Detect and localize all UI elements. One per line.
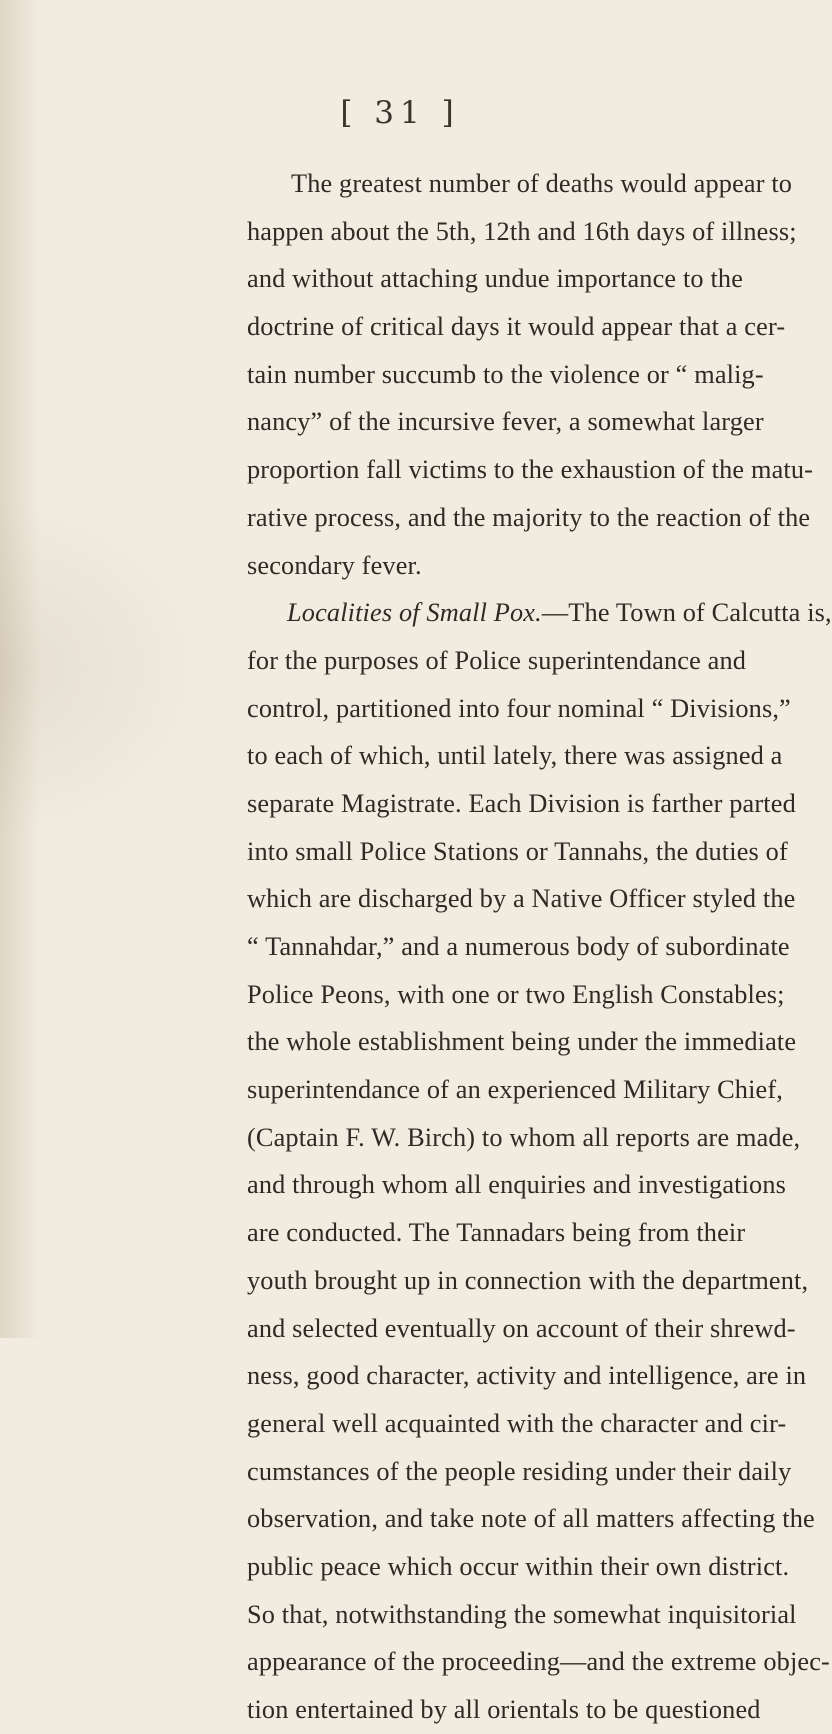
text-line: doctrine of critical days it would appear that a cer- xyxy=(247,312,786,342)
text-line: youth brought up in connection with the department, xyxy=(247,1265,809,1295)
text-line: rative process, and the majority to the reaction of the xyxy=(247,502,811,532)
text-line: tain number succumb to the violence or “ malig- xyxy=(247,359,764,389)
text-line: and through whom all enquiries and investigations xyxy=(247,1170,787,1200)
text-line: for the purposes of Police superintendance and xyxy=(247,645,747,675)
section-first-line xyxy=(247,589,832,637)
text-line: tion entertained by all orientals to be questioned xyxy=(247,1695,761,1724)
text-line: “ Tannahdar,” and a numerous body of subordinate xyxy=(247,932,790,961)
text-line: control, partitioned into four nominal “ Divisions,” xyxy=(247,693,791,723)
body-text xyxy=(247,160,832,1734)
text-line: public peace which occur within their own district. xyxy=(247,1551,790,1581)
text-line: are conducted. The Tannadars being from their xyxy=(247,1218,746,1248)
text-line: cumstances of the people residing under their daily xyxy=(247,1456,792,1486)
text-line: observation, and take note of all matters affecting the xyxy=(247,1504,815,1534)
page-number: [ 31 ] xyxy=(340,95,460,131)
text-line: superintendance of an experienced Military Chief, xyxy=(247,1075,783,1105)
text-line: proportion fall victims to the exhaustion of the matu- xyxy=(247,455,814,485)
text-line: general well acquainted with the character and cir- xyxy=(247,1408,787,1438)
text-line: separate Magistrate. Each Division is farther parted xyxy=(247,788,796,818)
text-line: the whole establishment being under the immediate xyxy=(247,1027,797,1057)
text-line: which are discharged by a Native Officer styled the xyxy=(247,884,796,914)
text-line: ness, good character, activity and intelligence, are in xyxy=(247,1361,807,1391)
section-heading: Localities of Small Pox. xyxy=(287,598,542,628)
text-line: secondary fever. xyxy=(247,550,422,580)
text-line: The greatest number of deaths would appear to xyxy=(291,169,793,198)
text-line: and selected eventually on account of their shrewd- xyxy=(247,1313,796,1343)
text-line: and without attaching undue importance to the xyxy=(247,264,744,294)
text-line: into small Police Stations or Tannahs, the duties of xyxy=(247,836,788,866)
text-line: appearance of the proceeding—and the extreme objec- xyxy=(247,1647,830,1677)
text-line: (Captain F. W. Birch) to whom all reports are made, xyxy=(247,1122,801,1152)
text-line: happen about the 5th, 12th and 16th days of illness; xyxy=(247,216,797,246)
section-first-line-text: —The Town of Calcutta is, xyxy=(541,598,832,628)
text-line: So that, notwithstanding the somewhat inquisitorial xyxy=(247,1599,797,1629)
text-line: nancy” of the incursive fever, a somewhat larger xyxy=(247,407,764,437)
text-line: Police Peons, with one or two English Constables; xyxy=(247,979,785,1009)
text-line: to each of which, until lately, there was assigned a xyxy=(247,741,783,771)
